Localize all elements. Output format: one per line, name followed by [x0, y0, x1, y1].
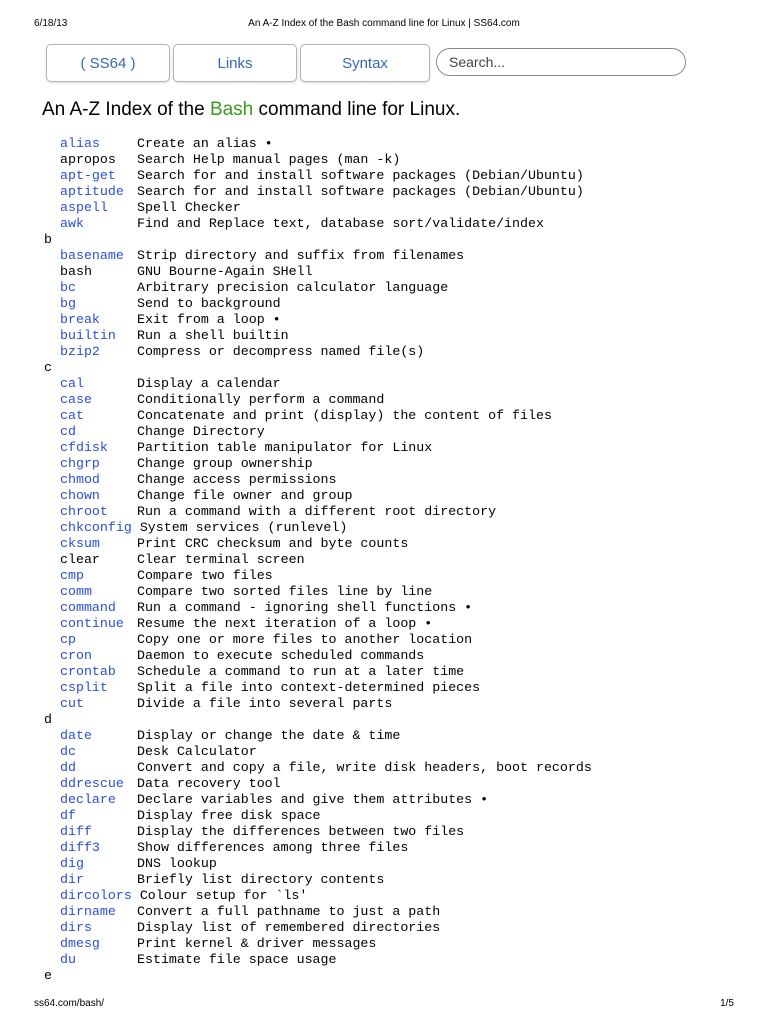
command-name[interactable]: builtin: [60, 328, 116, 343]
command-description: Print kernel & driver messages: [137, 936, 377, 951]
command-description: Display a calendar: [137, 376, 281, 391]
command-row: [44, 488, 734, 504]
command-row: [44, 472, 734, 488]
print-page-number: 1/5: [720, 998, 734, 1009]
command-row: [44, 376, 734, 392]
command-name[interactable]: dirname: [60, 904, 116, 919]
command-row: [44, 648, 734, 664]
command-name[interactable]: crontab: [60, 664, 116, 679]
command-description: Resume the next iteration of a loop •: [137, 616, 433, 631]
print-header: [34, 18, 734, 32]
command-name[interactable]: cmp: [60, 568, 84, 583]
command-row: [44, 888, 734, 904]
command-row: [44, 344, 734, 360]
command-description: Partition table manipulator for Linux: [137, 440, 433, 455]
command-name[interactable]: alias: [60, 136, 100, 151]
command-row: [44, 408, 734, 424]
print-url: ss64.com/bash/: [34, 998, 105, 1009]
command-description: Display free disk space: [137, 808, 321, 823]
command-row: [44, 424, 734, 440]
command-row: [44, 664, 734, 680]
command-description: Conditionally perform a command: [137, 392, 385, 407]
command-row: [44, 920, 734, 936]
command-description: Colour setup for `ls': [139, 888, 308, 903]
command-row: [44, 168, 734, 184]
command-row: [44, 312, 734, 328]
command-row: [44, 680, 734, 696]
command-row: [44, 136, 734, 152]
command-description: Change access permissions: [137, 472, 337, 487]
command-row: [44, 536, 734, 552]
command-name: clear: [60, 552, 100, 567]
home-tab[interactable]: ( SS64 ): [46, 44, 170, 82]
command-row: [44, 152, 734, 168]
command-description: Compare two files: [137, 568, 273, 583]
command-name[interactable]: du: [60, 952, 76, 967]
command-row: [44, 328, 734, 344]
command-description: Search for and install software packages (Debian/Ubuntu): [137, 184, 584, 199]
command-index: [44, 136, 734, 984]
command-description: Change Directory: [137, 424, 265, 439]
command-description: Show differences among three files: [137, 840, 409, 855]
command-row: [44, 936, 734, 952]
command-name[interactable]: cut: [60, 696, 84, 711]
command-row: [44, 728, 734, 744]
command-row: [44, 200, 734, 216]
command-row: [44, 456, 734, 472]
command-row: [44, 696, 734, 712]
page-title-prefix: An A-Z Index of the: [42, 99, 210, 120]
command-name[interactable]: chmod: [60, 472, 100, 487]
command-row: [44, 904, 734, 920]
print-footer: [34, 998, 734, 1010]
page-title-accent: Bash: [209, 99, 254, 120]
command-row: [44, 632, 734, 648]
command-name[interactable]: declare: [60, 792, 116, 807]
command-name[interactable]: diff: [60, 824, 92, 839]
command-name[interactable]: df: [60, 808, 76, 823]
command-description: Convert and copy a file, write disk headers, boot records: [137, 760, 592, 775]
command-description: Concatenate and print (display) the content of files: [137, 408, 552, 423]
command-description: Search Help manual pages (man -k): [137, 152, 401, 167]
command-name[interactable]: chkconfig: [60, 520, 132, 535]
command-description: Divide a file into several parts: [137, 696, 393, 711]
section-letter: c: [44, 360, 52, 375]
command-name[interactable]: continue: [60, 616, 124, 631]
command-description: Find and Replace text, database sort/validate/index: [137, 216, 544, 231]
command-description: Arbitrary precision calculator language: [137, 280, 449, 295]
command-name[interactable]: diff3: [60, 840, 100, 855]
command-name[interactable]: cfdisk: [60, 440, 108, 455]
command-row: [44, 264, 734, 280]
command-name[interactable]: dircolors: [60, 888, 132, 903]
command-name[interactable]: cat: [60, 408, 84, 423]
command-description: DNS lookup: [137, 856, 217, 871]
command-row: [44, 296, 734, 312]
command-description: Schedule a command to run at a later time: [137, 664, 465, 679]
command-row: [44, 840, 734, 856]
command-name[interactable]: cd: [60, 424, 76, 439]
command-row: [44, 280, 734, 296]
section-letter: b: [44, 232, 52, 247]
command-description: Run a shell builtin: [137, 328, 289, 343]
command-description: Print CRC checksum and byte counts: [137, 536, 409, 551]
command-description: Data recovery tool: [137, 776, 281, 791]
command-description: Compare two sorted files line by line: [137, 584, 433, 599]
command-row: [44, 776, 734, 792]
command-name[interactable]: command: [60, 600, 116, 615]
command-name[interactable]: csplit: [60, 680, 108, 695]
command-description: Display the differences between two files: [137, 824, 465, 839]
command-row: [44, 760, 734, 776]
command-description: GNU Bourne-Again SHell: [137, 264, 313, 279]
command-name[interactable]: bg: [60, 296, 76, 311]
command-name[interactable]: cksum: [60, 536, 100, 551]
command-description: Send to background: [137, 296, 281, 311]
command-row: [44, 440, 734, 456]
search-input[interactable]: [436, 48, 686, 76]
syntax-tab[interactable]: Syntax: [300, 44, 430, 82]
command-name[interactable]: cron: [60, 648, 92, 663]
command-name[interactable]: aptitude: [60, 184, 124, 199]
command-name[interactable]: bc: [60, 280, 76, 295]
command-row: [44, 600, 734, 616]
command-description: Declare variables and give them attributes •: [137, 792, 489, 807]
command-name[interactable]: dd: [60, 760, 76, 775]
command-name[interactable]: dir: [60, 872, 84, 887]
command-row: [44, 392, 734, 408]
command-description: Compress or decompress named file(s): [137, 344, 425, 359]
command-name[interactable]: break: [60, 312, 100, 327]
command-name[interactable]: cal: [60, 376, 84, 391]
command-name[interactable]: chown: [60, 488, 100, 503]
command-name[interactable]: date: [60, 728, 92, 743]
command-name[interactable]: comm: [60, 584, 92, 599]
command-name[interactable]: chroot: [60, 504, 108, 519]
command-description: Change file owner and group: [137, 488, 353, 503]
section-letter: d: [44, 712, 52, 727]
command-description: Run a command - ignoring shell functions •: [137, 600, 473, 615]
command-description: Create an alias •: [137, 136, 273, 151]
command-name[interactable]: awk: [60, 216, 84, 231]
links-tab[interactable]: Links: [173, 44, 297, 82]
print-date: 6/18/13: [34, 18, 68, 29]
command-name[interactable]: aspell: [60, 200, 108, 215]
command-name[interactable]: basename: [60, 248, 124, 263]
command-name[interactable]: dirs: [60, 920, 92, 935]
section-letter: e: [44, 968, 52, 983]
command-row: [44, 824, 734, 840]
command-description: Briefly list directory contents: [137, 872, 385, 887]
command-name[interactable]: dc: [60, 744, 76, 759]
command-description: Spell Checker: [137, 200, 241, 215]
command-row: [44, 184, 734, 200]
command-name: bash: [60, 264, 92, 279]
top-nav: [44, 44, 688, 82]
command-description: System services (runlevel): [139, 520, 348, 535]
command-description: Exit from a loop •: [137, 312, 281, 327]
command-description: Run a command with a different root directory: [137, 504, 497, 519]
page-title: [42, 99, 460, 121]
command-name[interactable]: dig: [60, 856, 84, 871]
command-name[interactable]: case: [60, 392, 92, 407]
command-name[interactable]: ddrescue: [60, 776, 124, 791]
command-name[interactable]: dmesg: [60, 936, 100, 951]
command-description: Copy one or more files to another location: [137, 632, 473, 647]
command-row: [44, 568, 734, 584]
command-row: [44, 616, 734, 632]
command-description: Change group ownership: [137, 456, 313, 471]
command-description: Daemon to execute scheduled commands: [137, 648, 425, 663]
command-name: apropos: [60, 152, 116, 167]
command-row: [44, 216, 734, 232]
command-description: Strip directory and suffix from filenames: [137, 248, 465, 263]
command-name[interactable]: chgrp: [60, 456, 100, 471]
command-description: Split a file into context-determined pieces: [137, 680, 481, 695]
command-row: [44, 952, 734, 968]
command-name[interactable]: bzip2: [60, 344, 100, 359]
command-description: Search for and install software packages (Debian/Ubuntu): [137, 168, 584, 183]
command-row: [44, 856, 734, 872]
command-row: [44, 808, 734, 824]
command-row: [44, 792, 734, 808]
command-description: Desk Calculator: [137, 744, 257, 759]
page-title-suffix: command line for Linux.: [253, 99, 461, 120]
command-row: [44, 248, 734, 264]
command-description: Display or change the date & time: [137, 728, 401, 743]
command-name[interactable]: apt-get: [60, 168, 116, 183]
command-row: [44, 520, 734, 536]
command-description: Clear terminal screen: [137, 552, 305, 567]
command-row: [44, 552, 734, 568]
command-name[interactable]: cp: [60, 632, 76, 647]
command-description: Convert a full pathname to just a path: [137, 904, 441, 919]
command-row: [44, 872, 734, 888]
command-description: Display list of remembered directories: [137, 920, 441, 935]
command-row: [44, 584, 734, 600]
command-row: [44, 744, 734, 760]
print-doc-title: An A-Z Index of the Bash command line for Linux | SS64.com: [248, 18, 520, 29]
command-row: [44, 504, 734, 520]
command-description: Estimate file space usage: [137, 952, 337, 967]
